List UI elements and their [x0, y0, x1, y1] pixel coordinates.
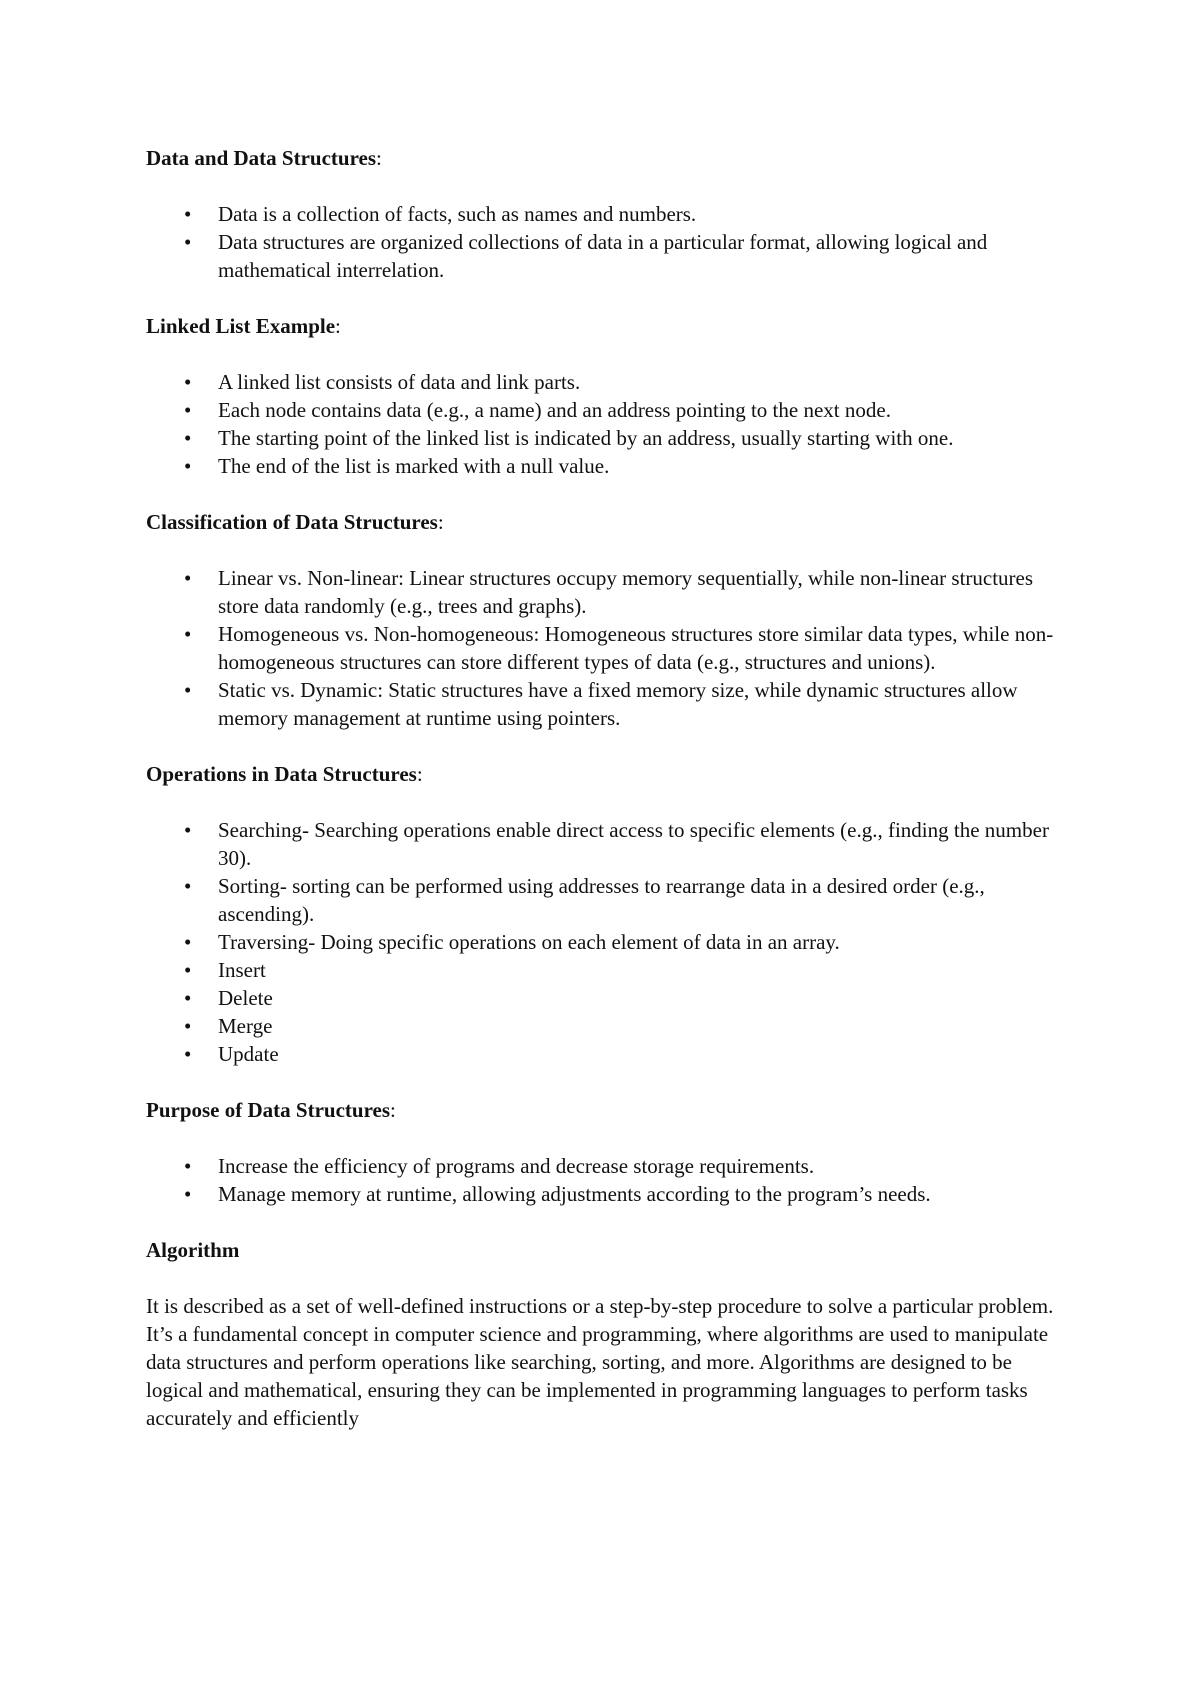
list-item-text: Sorting- sorting can be performed using addresses to rearrange data in a desired order (e.g., ascending). [218, 874, 985, 926]
list-item-text: The end of the list is marked with a null value. [218, 454, 610, 478]
list-item-text: Homogeneous vs. Non-homogeneous: Homogeneous structures store similar data types, while non-homogeneous structures can store different types of data (e.g., structures and unions). [218, 622, 1054, 674]
list-item-text: Linear vs. Non-linear: Linear structures occupy memory sequentially, while non-linear structures store data randomly (e.g., trees and graphs). [218, 566, 1034, 618]
list-item-text: Merge [218, 1014, 273, 1038]
document-sections [146, 144, 1066, 1208]
bullet-list [146, 200, 1066, 284]
section [146, 312, 1066, 480]
list-item-text: Searching- Searching operations enable direct access to specific elements (e.g., finding the number 30). [218, 818, 1049, 870]
list-item [146, 676, 1066, 732]
list-item [146, 1180, 1066, 1208]
section [146, 508, 1066, 732]
list-item-text: Manage memory at runtime, allowing adjustments according to the program’s needs. [218, 1182, 931, 1206]
list-item [146, 816, 1066, 872]
section-heading: Linked List Example: [146, 314, 341, 338]
algorithm-section [146, 1236, 1066, 1432]
list-item [146, 620, 1066, 676]
section-heading: Operations in Data Structures: [146, 762, 423, 786]
list-item [146, 228, 1066, 284]
bullet-icon: • [184, 958, 192, 982]
list-item [146, 928, 1066, 956]
list-item-text: Data structures are organized collections of data in a particular format, allowing logical and mathematical interrelation. [218, 230, 988, 282]
list-item-text: Insert [218, 958, 266, 982]
bullet-list [146, 368, 1066, 480]
bullet-icon: • [184, 678, 192, 702]
list-item [146, 200, 1066, 228]
document-page [146, 144, 1066, 1432]
list-item [146, 424, 1066, 452]
bullet-icon: • [184, 874, 192, 898]
list-item-text: Static vs. Dynamic: Static structures have a fixed memory size, while dynamic structures allow memory management at runtime using pointers. [218, 678, 1018, 730]
section-heading: Data and Data Structures: [146, 146, 382, 170]
section [146, 144, 1066, 284]
list-item-text: Each node contains data (e.g., a name) and an address pointing to the next node. [218, 398, 891, 422]
list-item [146, 452, 1066, 480]
bullet-icon: • [184, 398, 192, 422]
bullet-icon: • [184, 426, 192, 450]
bullet-icon: • [184, 818, 192, 842]
list-item [146, 872, 1066, 928]
list-item [146, 1152, 1066, 1180]
bullet-icon: • [184, 986, 192, 1010]
list-item [146, 1012, 1066, 1040]
list-item-text: Data is a collection of facts, such as names and numbers. [218, 202, 697, 226]
list-item-text: Increase the efficiency of programs and decrease storage requirements. [218, 1154, 815, 1178]
bullet-icon: • [184, 370, 192, 394]
list-item-text: The starting point of the linked list is indicated by an address, usually starting with one. [218, 426, 954, 450]
section [146, 1096, 1066, 1208]
list-item-text: A linked list consists of data and link parts. [218, 370, 581, 394]
list-item-text: Traversing- Doing specific operations on each element of data in an array. [218, 930, 840, 954]
bullet-icon: • [184, 1182, 192, 1206]
bullet-icon: • [184, 202, 192, 226]
list-item [146, 984, 1066, 1012]
bullet-icon: • [184, 1042, 192, 1066]
bullet-list [146, 1152, 1066, 1208]
section-heading: Algorithm [146, 1238, 240, 1262]
bullet-icon: • [184, 230, 192, 254]
list-item-text: Update [218, 1042, 279, 1066]
bullet-icon: • [184, 622, 192, 646]
section-heading: Purpose of Data Structures: [146, 1098, 396, 1122]
bullet-icon: • [184, 930, 192, 954]
list-item [146, 956, 1066, 984]
list-item [146, 368, 1066, 396]
bullet-icon: • [184, 566, 192, 590]
list-item [146, 564, 1066, 620]
section-heading: Classification of Data Structures: [146, 510, 444, 534]
algorithm-paragraph: It is described as a set of well-defined instructions or a step-by-step procedure to solve a particular problem. It’s a fundamental concept in computer science and programming, where algorithms are used to manipulate data structures and perform operations like searching, sorting, and more. Algorithms are designed to be logical and mathematical, ensuring they can be implemented in programming languages to perform tasks accurately and efficiently [146, 1294, 1054, 1430]
bullet-icon: • [184, 454, 192, 478]
list-item [146, 1040, 1066, 1068]
bullet-icon: • [184, 1154, 192, 1178]
list-item [146, 396, 1066, 424]
bullet-icon: • [184, 1014, 192, 1038]
section [146, 760, 1066, 1068]
list-item-text: Delete [218, 986, 273, 1010]
bullet-list [146, 816, 1066, 1068]
bullet-list [146, 564, 1066, 732]
